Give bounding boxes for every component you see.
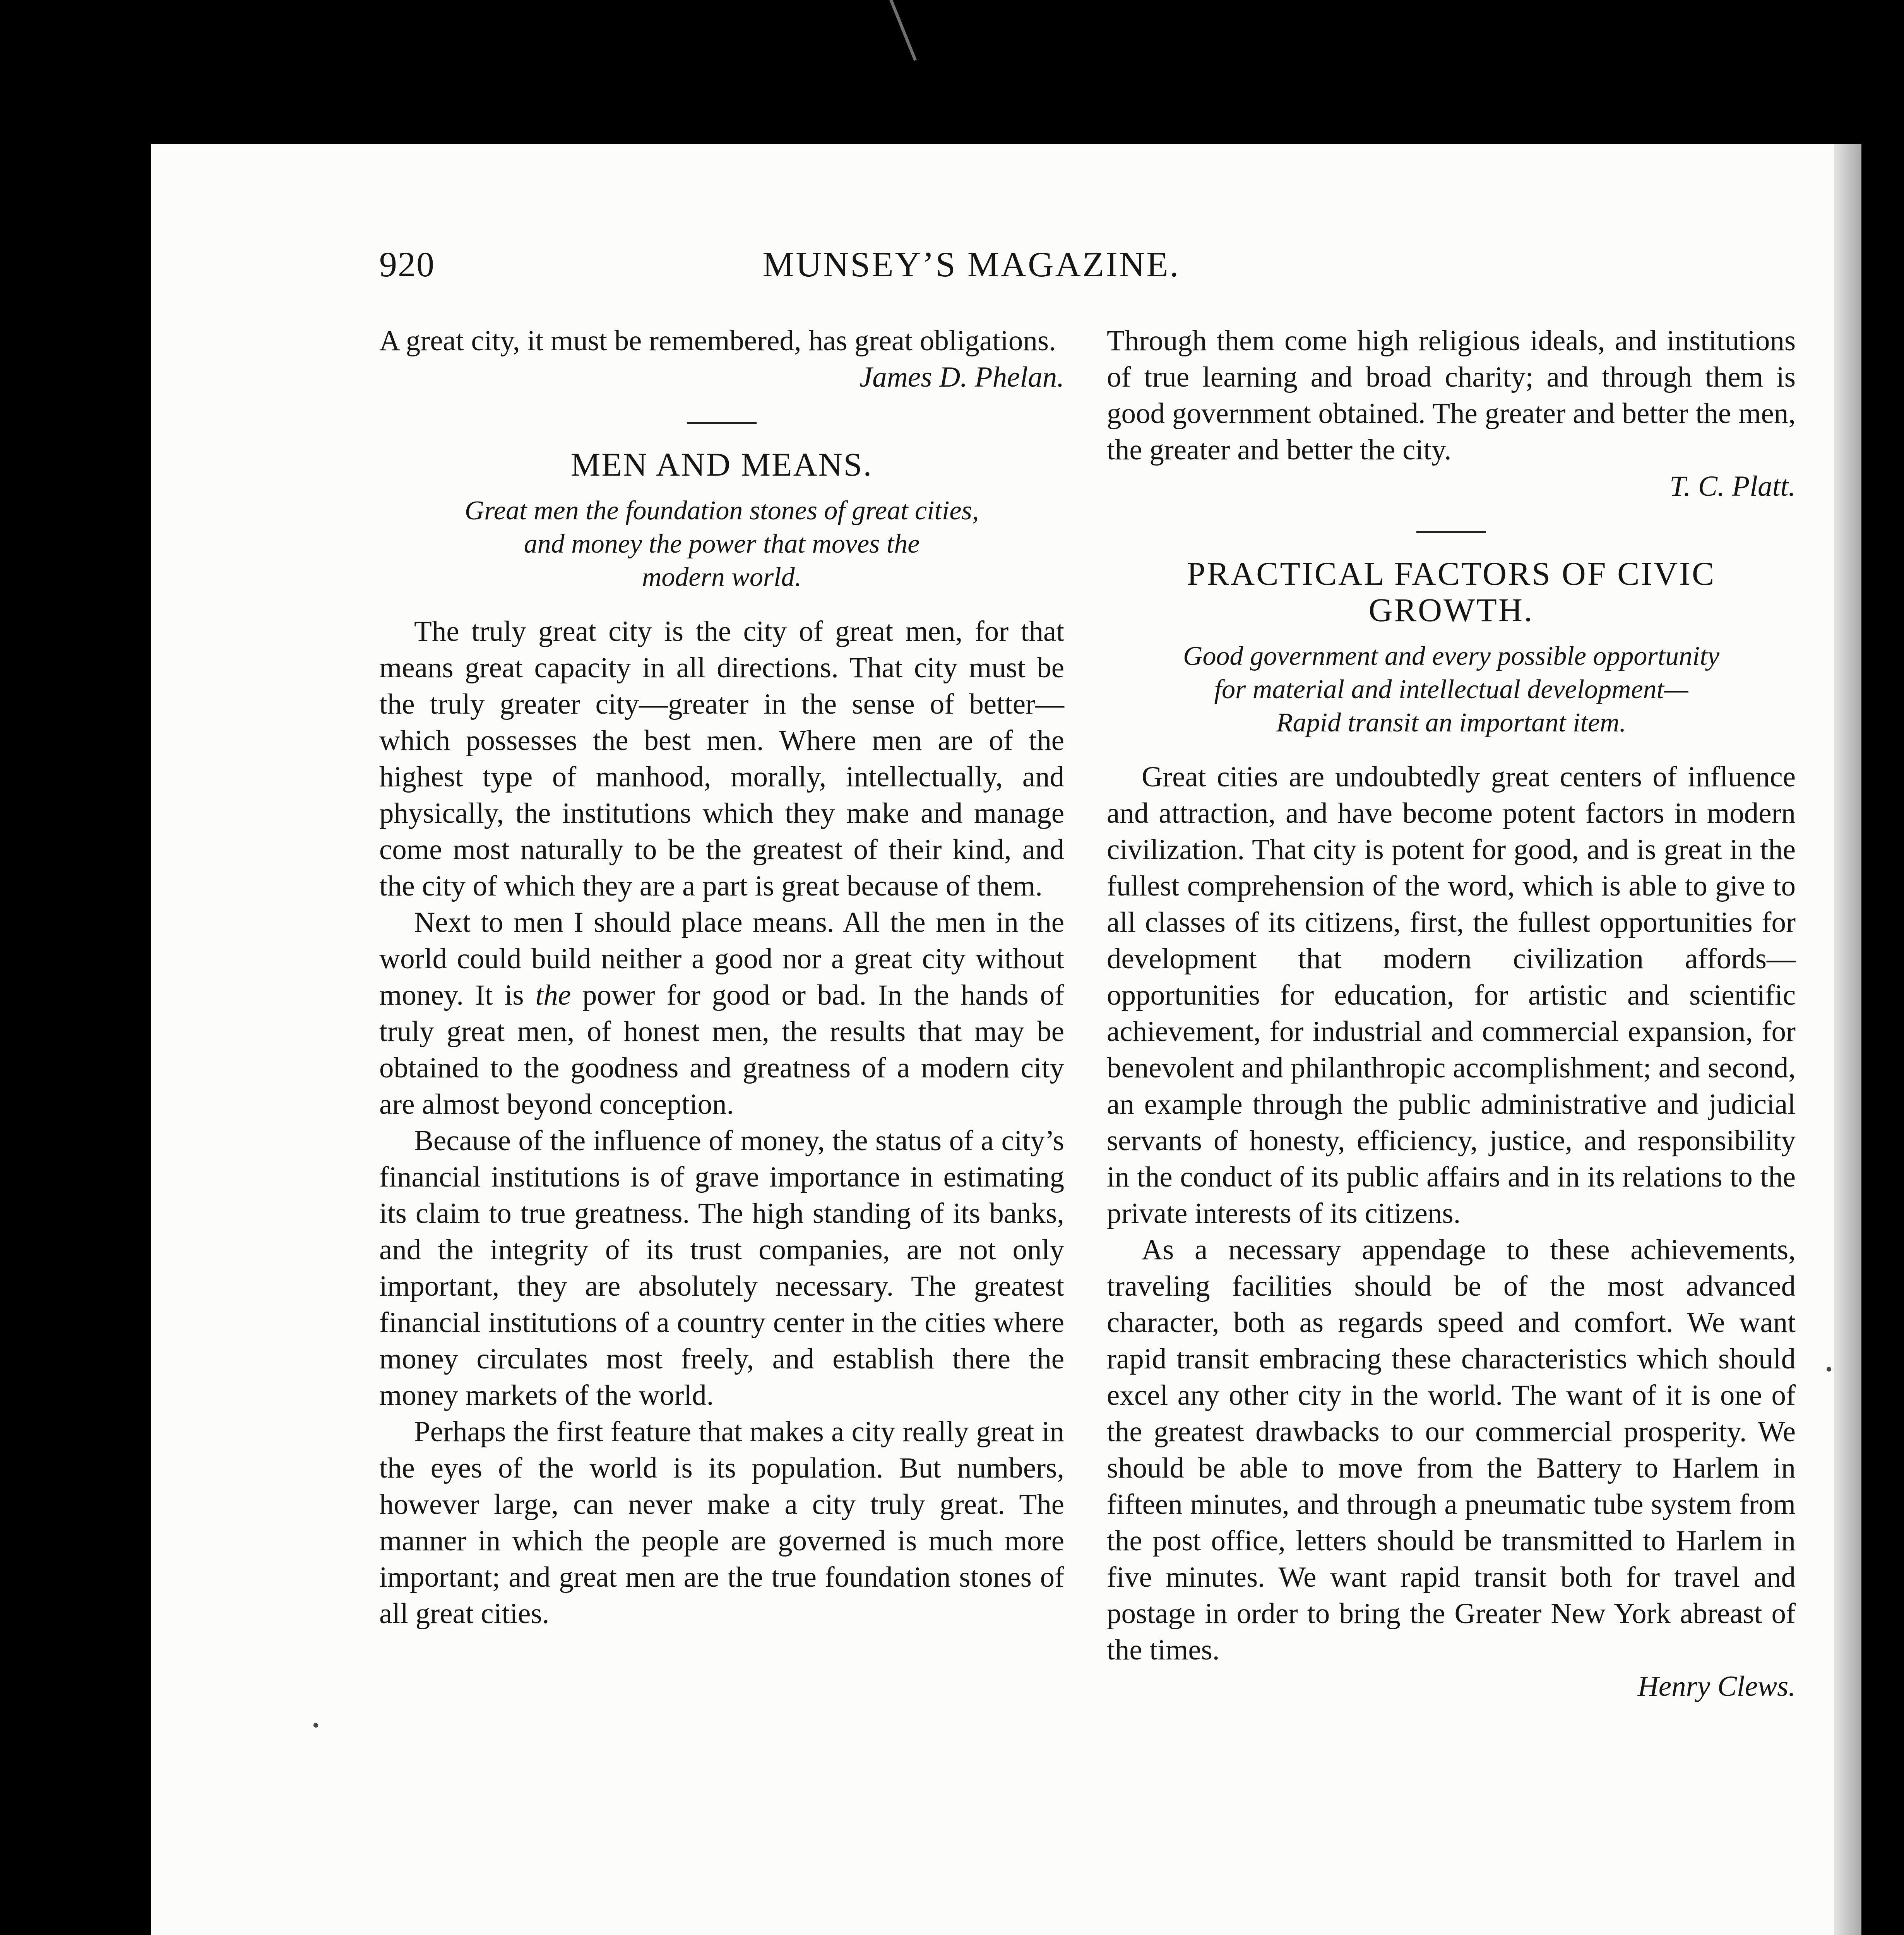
subheading-line: Good government and every possible opportunity [1183, 641, 1720, 671]
subheading-line: for material and intellectual development— [1214, 675, 1688, 704]
phelan-quote: A great city, it must be remembered, has great obligations. [379, 325, 1056, 357]
subheading-line: Rapid transit an important item. [1276, 708, 1627, 738]
body-paragraph: The truly great city is the city of great men, for that means great capacity in all directions. That city must be the truly greater city—greater in the sense of better—which possesses the best men. Where men are of the highest type of manhood, morally, intellectually, and physically, the institutions which they make and manage come most naturally to be the greatest of their kind, and the city of which they are a part is great because of them. [379, 615, 1064, 902]
section-divider [687, 422, 757, 424]
platt-quote: Through them come high religious ideals, and institutions of true learning and broad charity; and through them is good government obtained. The greater and better the men, the greater and better the city. [1107, 325, 1796, 466]
men-and-means-heading: MEN AND MEANS. [570, 446, 873, 483]
paragraph-text: Next to men I should place means. All the men in the world could build neither a good nor a great city without money. It is [379, 906, 1064, 1011]
men-and-means-subheading [391, 494, 1053, 594]
civic-growth-heading [1107, 555, 1796, 628]
right-column [1107, 323, 1796, 1705]
clews-signature: Henry Clews. [1637, 1670, 1796, 1702]
phelan-signature: James D. Phelan. [859, 361, 1064, 393]
print-speck [1827, 1367, 1831, 1372]
emphasis-word: the [535, 979, 571, 1011]
body-paragraph: Because of the influence of money, the status of a city’s financial institutions is of grave importance in estimating its claim to true greatness. The high standing of its banks, and the integrity of its trust companies, are not only important, they are absolutely necessary. The greatest financial institutions of a country center in the cities where money circulates most freely, and establish there the money markets of the world. [379, 1125, 1064, 1411]
running-title: MUNSEY’S MAGAZINE. [762, 245, 1180, 284]
body-paragraph: Perhaps the first feature that makes a city really great in the eyes of the world is its population. But numbers, however large, can never make a city truly great. The manner in which the people are governed is much more important; and great men are the true foundation stones of all great cities. [379, 1416, 1064, 1630]
page-number: 920 [379, 245, 435, 284]
section-divider [1416, 531, 1486, 533]
subheading-line: Great men the foundation stones of great cities, [464, 496, 979, 526]
body-paragraph: As a necessary appendage to these achievements, traveling facilities should be of the most advanced character, both as regards speed and comfort. We want rapid transit embracing these characteristics which should excel any other city in the world. The want of it is one of the greatest drawbacks to our commercial prosperity. We should be able to move from the Battery to Harlem in fifteen minutes, and through a pneumatic tube system from the post office, letters should be transmitted to Harlem in five minutes. We want rapid transit both for travel and postage in order to bring the Greater New York abreast of the times. [1107, 1234, 1796, 1666]
body-paragraph [379, 904, 1064, 1123]
left-column [379, 323, 1064, 1632]
paragraph-text: power for good or bad. In the hands of truly great men, of honest men, the results that may be obtained to the goodness and greatness of a modern city are almost beyond conception. [379, 979, 1065, 1120]
heading-line: PRACTICAL FACTORS OF CIVIC [1187, 555, 1716, 592]
subheading-line: modern world. [642, 562, 802, 592]
heading-line: GROWTH. [1368, 591, 1534, 628]
film-scratch [889, 0, 917, 61]
platt-signature: T. C. Platt. [1669, 470, 1796, 502]
civic-growth-subheading [1118, 640, 1784, 740]
print-speck [313, 1723, 318, 1728]
subheading-line: and money the power that moves the [524, 529, 920, 559]
magazine-page [151, 144, 1861, 1935]
running-header [379, 244, 1563, 294]
body-paragraph: Great cities are undoubtedly great centers of influence and attraction, and have become potent factors in modern civilization. That city is potent for good, and is great in the fullest comprehension of the word, which is able to give to all classes of its citizens, first, the fullest opportunities for development that modern civilization affords—opportunities for education, for artistic and scientific achievement, for industrial and commercial expansion, for benevolent and philanthropic accomplishment; and second, an example through the public administrative and judicial servants of honesty, efficiency, justice, and responsibility in the conduct of its public affairs and in its relations to the private interests of its citizens. [1107, 761, 1796, 1229]
